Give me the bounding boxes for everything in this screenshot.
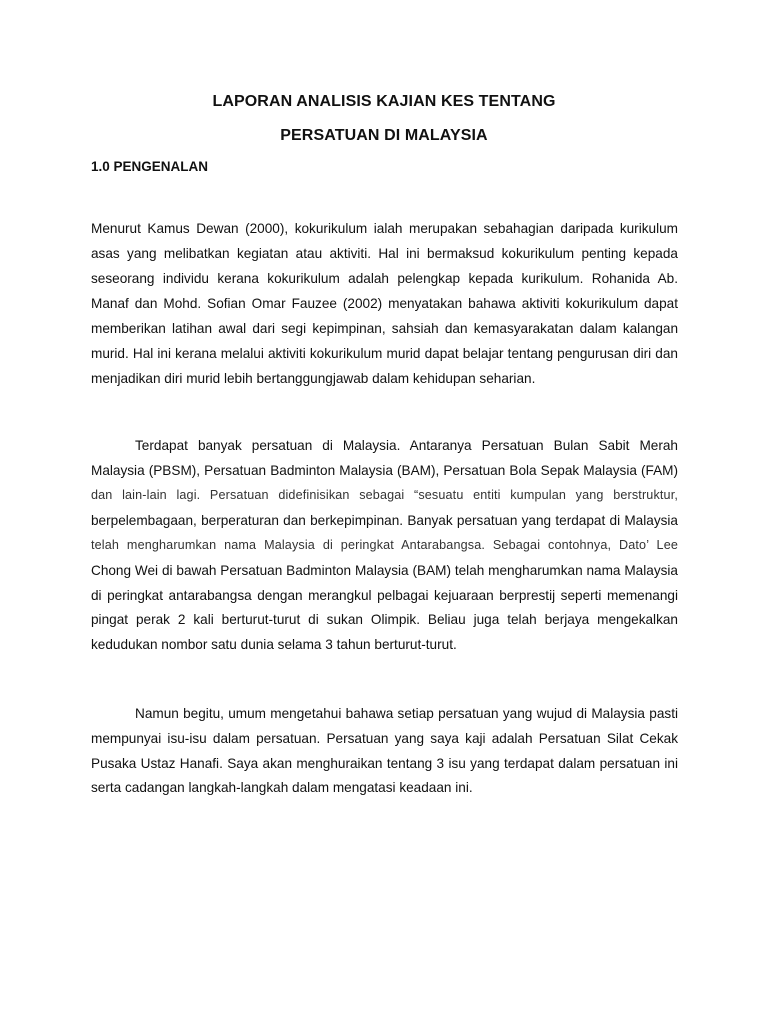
paragraph-line: seseorang individu kerana kokurikulum adalah pelengkap kepada kurikulum. Rohanida Ab.	[91, 271, 678, 286]
paragraph-line: Malaysia (PBSM), Persatuan Badminton Malaysia (BAM), Persatuan Bola Sepak Malaysia (FAM)	[91, 463, 678, 478]
paragraph-line: Pusaka Ustaz Hanafi. Saya akan menghuraikan tentang 3 isu yang terdapat dalam persatuan ini	[91, 756, 678, 771]
paragraph-line: telah mengharumkan nama Malaysia di peringkat Antarabangsa. Sebagai contohnya, Dato’ Lee	[91, 538, 678, 552]
section-heading: 1.0 PENGENALAN	[91, 159, 209, 174]
paragraph-line: Chong Wei di bawah Persatuan Badminton Malaysia (BAM) telah mengharumkan nama Malaysia	[91, 563, 678, 578]
paragraph-line: Terdapat banyak persatuan di Malaysia. Antaranya Persatuan Bulan Sabit Merah	[135, 438, 678, 453]
paragraph-line: pingat perak 2 kali berturut-turut di sukan Olimpik. Beliau juga telah berjaya mengekalkan	[91, 612, 678, 627]
paragraph-line: memberikan latihan awal dari segi kepimpinan, sahsiah dan kemasyarakatan dalam kalangan	[91, 321, 678, 336]
document-title-line-1: LAPORAN ANALISIS KAJIAN KES TENTANG	[212, 93, 556, 110]
paragraph-line: mempunyai isu-isu dalam persatuan. Persatuan yang saya kaji adalah Persatuan Silat Cekak	[91, 731, 678, 746]
paragraph-line: Manaf dan Mohd. Sofian Omar Fauzee (2002) menyatakan bahawa aktiviti kokurikulum dapat	[91, 296, 678, 311]
paragraph-line: berpelembagaan, berperaturan dan berkepimpinan. Banyak persatuan yang terdapat di Malaysia	[91, 513, 678, 528]
paragraph-line: di peringkat antarabangsa dengan merangkul pelbagai kejuaraan berprestij seperti memenangi	[91, 588, 678, 603]
document-title-line-2: PERSATUAN DI MALAYSIA	[280, 127, 488, 144]
paragraph-line: murid. Hal ini kerana melalui aktiviti kokurikulum murid dapat belajar tentang pengurusan diri dan	[91, 346, 678, 361]
paragraph-line: Menurut Kamus Dewan (2000), kokurikulum ialah merupakan sebahagian daripada kurikulum	[91, 221, 678, 236]
paragraph-line: menjadikan diri murid lebih bertanggungjawab dalam kehidupan seharian.	[91, 371, 536, 386]
paragraph-line: dan lain-lain lagi. Persatuan didefinisikan sebagai “sesuatu entiti kumpulan yang berstruktur,	[91, 488, 678, 502]
paragraph-line: Namun begitu, umum mengetahui bahawa setiap persatuan yang wujud di Malaysia pasti	[135, 706, 678, 721]
paragraph-line: serta cadangan langkah-langkah dalam mengatasi keadaan ini.	[91, 780, 473, 795]
paragraph-line: asas yang melibatkan kegiatan atau aktiviti. Hal ini bermaksud kokurikulum penting kepada	[91, 246, 678, 261]
paragraph-line: kedudukan nombor satu dunia selama 3 tahun berturut-turut.	[91, 637, 457, 652]
